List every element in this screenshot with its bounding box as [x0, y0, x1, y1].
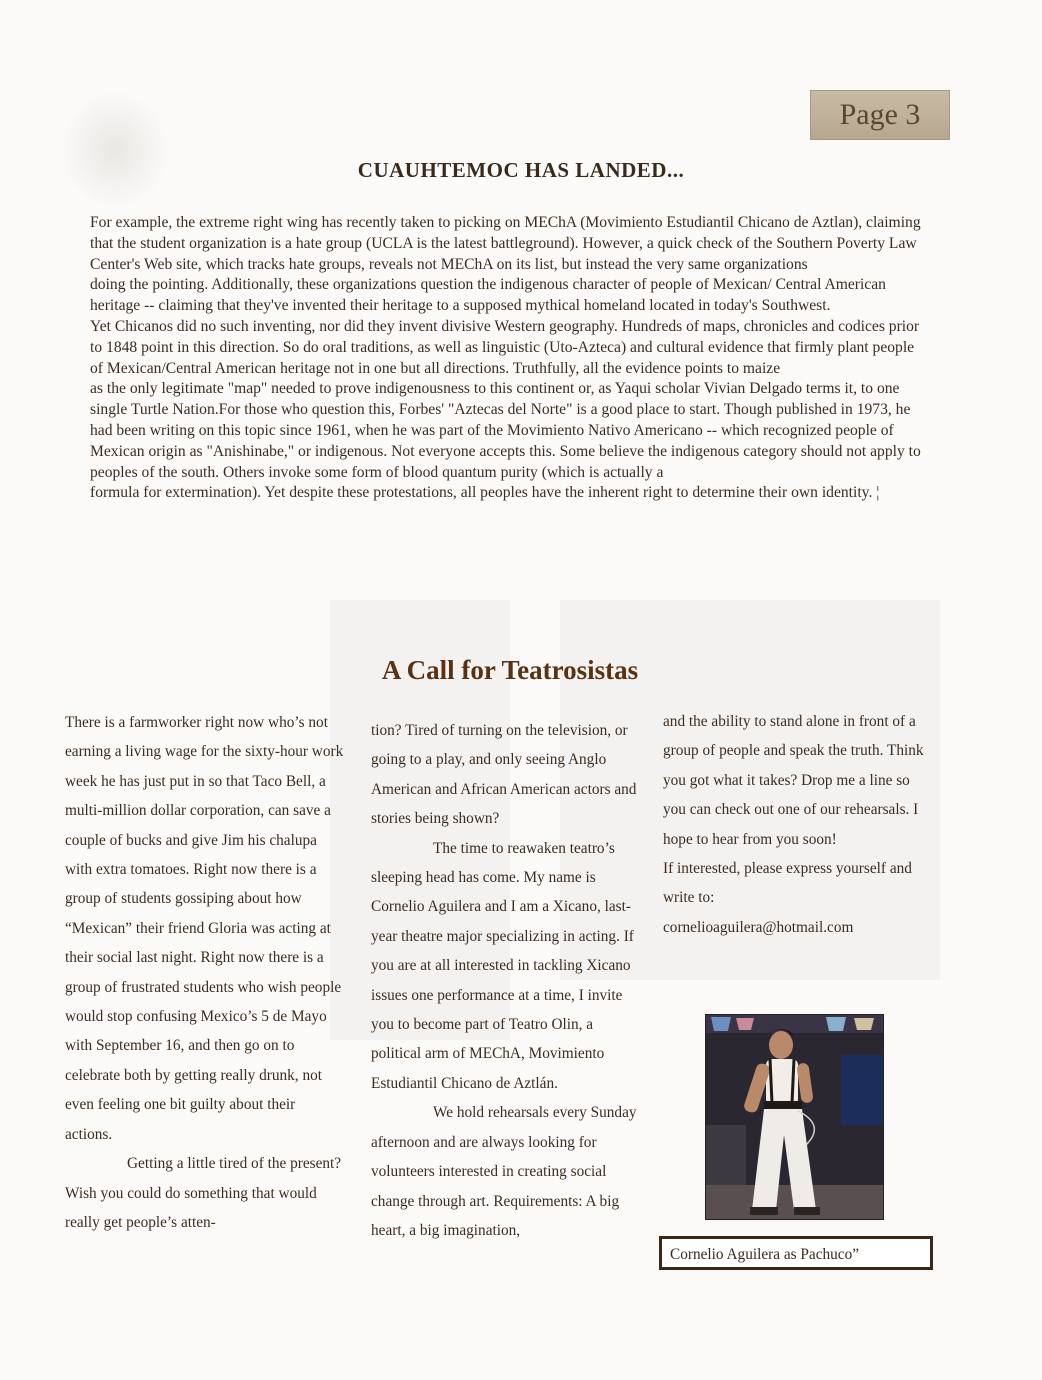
paragraph: doing the pointing. Additionally, these organizations question the indigenous character of people of Mexican/ Central American heritage -- claiming that they've invented their heritage to a supposed mythical homeland located in today's Southwest. [90, 276, 886, 315]
paragraph: There is a farmworker right now who’s not earning a living wage for the sixty-hour work week he has just put in so that Taco Bell, a multi-million dollar corporation, can save a couple of bucks and give Jim his chalupa with extra tomatoes. Right now there is a group of students gossiping about how “Mexican” their friend Gloria was acting at their social last night. Right now there is a group of frustrated students who wish people would stop confusing Mexico’s 5 de Mayo with September 16, and then go on to celebrate both by getting really drunk, not even feeling one bit guilty about their actions. [65, 714, 344, 1143]
text-column-3 [663, 707, 935, 942]
photo-caption: Cornelio Aguilera as Pachuco” [659, 1236, 933, 1270]
paragraph: as the only legitimate "map" needed to prove indigenousness to this continent or, as Yaqui scholar Vivian Delgado terms it, to one single Turtle Nation.For those who question this, Forbes' "Aztecas del Norte" is a good place to start. Though published in 1973, he had been writing on this topic since 1961, when he was part of the Movimiento Nativo Americano -- which recognized people of Mexican origin as "Anishinabe," or indigenous. Not everyone accepts this. Some believe the indigenous category should not apply to peoples of the south. Others invoke some form of blood quantum purity (which is actually a [90, 380, 921, 481]
paragraph: If interested, please express yourself and write to: [663, 860, 912, 907]
text-column-1 [65, 708, 345, 1237]
paragraph: We hold rehearsals every Sunday afternoon and are always looking for volunteers interested in creating social change through art. Requirements: A big heart, a big imagination, [371, 1104, 637, 1239]
email-address: cornelioaguilera@hotmail.com [663, 918, 854, 936]
paragraph: formula for extermination). Yet despite these protestations, all peoples have the inherent right to determine their own identity. ¦ [90, 484, 880, 502]
background-smudge [60, 90, 170, 210]
paragraph: and the ability to stand alone in front of a group of people and speak the truth. Think you got what it takes? Drop me a line so you can check out one of our rehearsals. I hope to hear from you soon! [663, 713, 924, 848]
paragraph: The time to reawaken teatro’s sleeping head has come. My name is Cornelio Aguilera and I am a Xicano, last-year theatre major specializing in acting. If you are at all interested in tackling Xicano issues one performance at a time, I invite you to become part of Teatro Olin, a political arm of MEChA, Movimiento Estudiantil Chicano de Aztlán. [371, 839, 634, 1092]
article-title: A Call for Teatrosistas [381, 655, 639, 685]
text-column-2 [371, 716, 643, 1245]
article-title: CUAUHTEMOC HAS LANDED... [357, 158, 685, 182]
paragraph: For example, the extreme right wing has recently taken to picking on MEChA (Movimiento Estudiantil Chicano de Aztlan), claiming that the student organization is a hate group (UCLA is the latest battleground). However, a quick check of the Southern Poverty Law Center's Web site, which tracks hate groups, reveals not MEChA on its list, but instead the very same organizations [90, 214, 921, 273]
paragraph: Getting a little tired of the present? Wish you could do something that would really get people’s atten- [65, 1155, 342, 1231]
performer-photo-illustration [706, 1015, 883, 1219]
paragraph: Yet Chicanos did no such inventing, nor did they invent divisive Western geography. Hundreds of maps, chronicles and codices prior to 1848 point in this direction. So do oral traditions, as well as linguistic (Uto-Azteca) and cultural evidence that firmly plant people of Mexican/Central American heritage not in one but all directions. Truthfully, all the evidence points to maize [90, 317, 920, 377]
page-number-badge: Page 3 [810, 90, 950, 140]
paragraph: tion? Tired of turning on the television, or going to a play, and only seeing Anglo American and African American actors and stories being shown? [371, 722, 637, 828]
article-body [90, 213, 930, 504]
performer-photo [705, 1014, 884, 1220]
